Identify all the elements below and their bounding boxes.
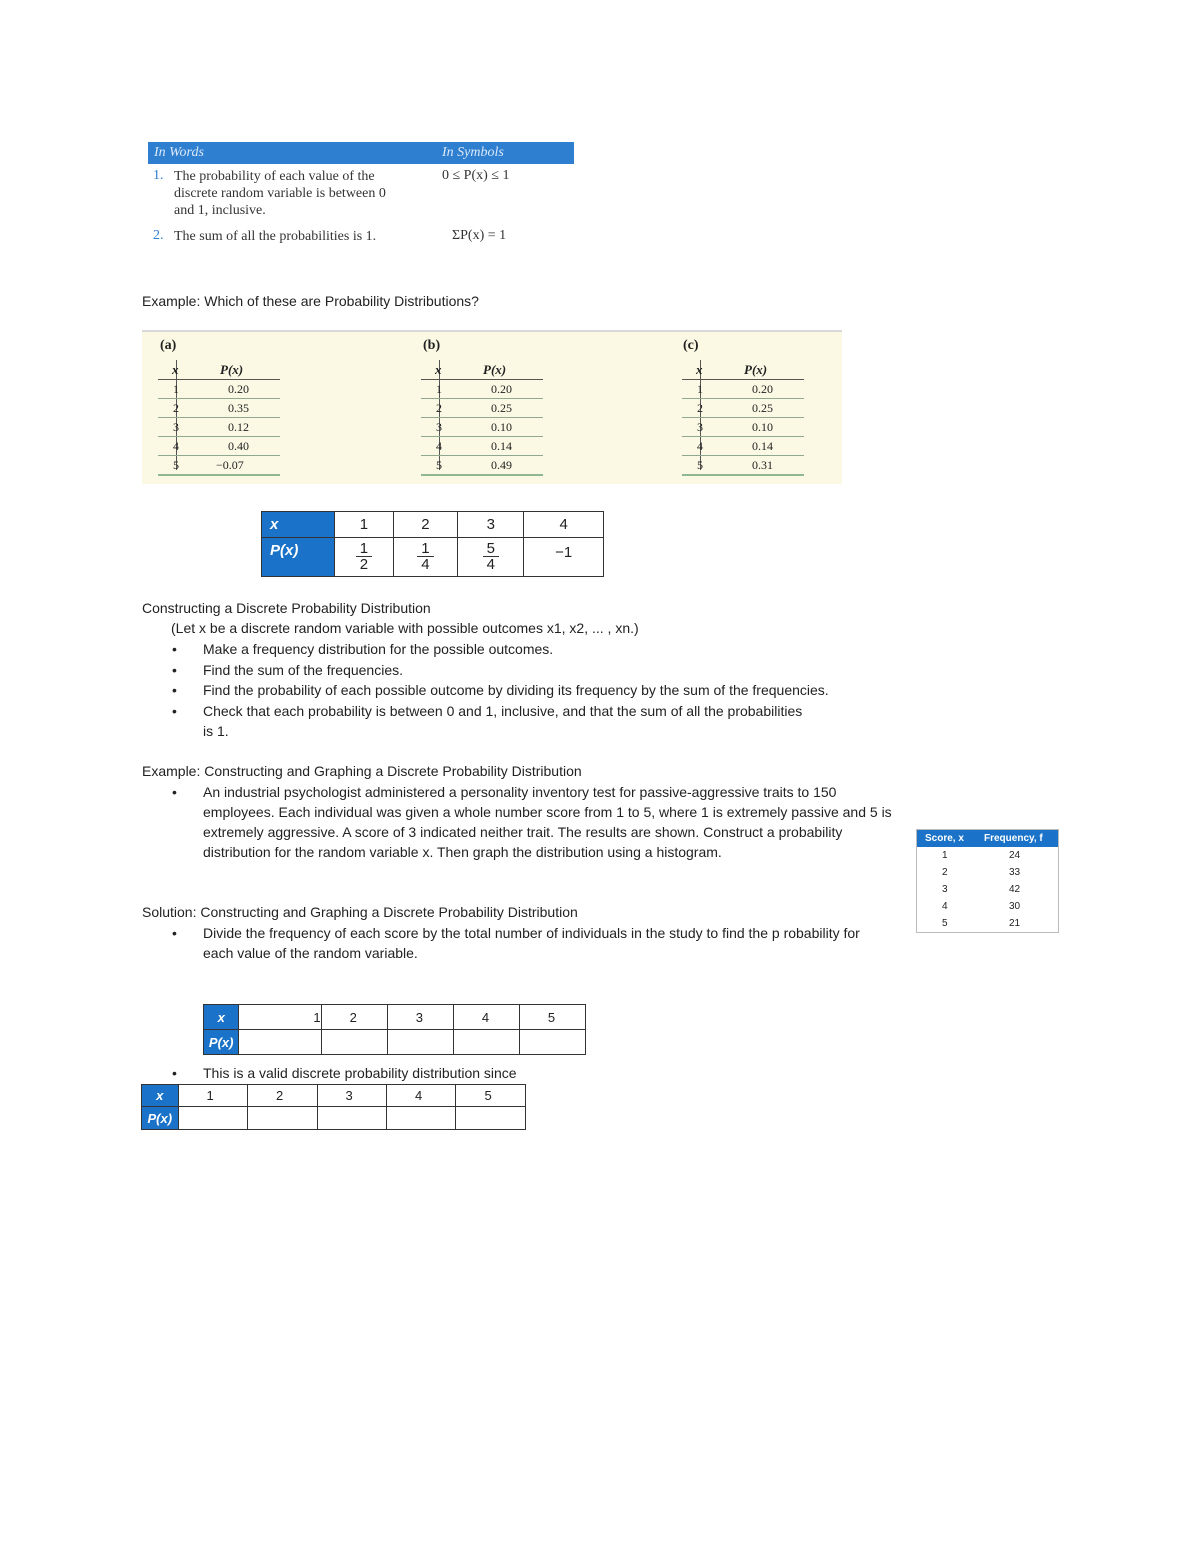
x-cell: 1	[239, 1005, 321, 1030]
table-row	[158, 399, 280, 418]
rule-number: 1.	[153, 168, 164, 183]
constructing-title: Constructing a Discrete Probability Distribution	[142, 600, 431, 616]
px-header-cell: P(x)	[142, 1107, 179, 1130]
bullet-marker: •	[172, 682, 177, 699]
frequency-row	[917, 881, 1058, 898]
x-value: 2	[436, 401, 442, 415]
px-cell	[321, 1030, 387, 1055]
x-header-cell: x	[262, 512, 335, 538]
table-c-label: (c)	[683, 338, 699, 353]
px-value: 0.14	[491, 439, 512, 453]
px-cell	[178, 1107, 247, 1130]
rule-row	[148, 226, 574, 266]
example2-line: distribution for the random variable x. Then graph the distribution using a histogram.	[203, 844, 722, 860]
x-value: 5	[173, 458, 179, 472]
rules-header	[148, 142, 574, 164]
frequency-table-header	[917, 830, 1058, 847]
solution-empty-table-1	[203, 1004, 586, 1055]
table-row	[421, 380, 543, 399]
example-tables-panel	[142, 330, 842, 484]
x-value: 4	[173, 439, 179, 453]
example2-line: employees. Each individual was given a whole number score from 1 to 5, where 1 is extremely passive and 5 is	[203, 804, 892, 820]
rule-text: The sum of all the probabilities is 1.	[174, 229, 377, 244]
table-row	[158, 380, 280, 399]
frequency-value: 42	[1009, 884, 1021, 895]
px-value: 0.25	[752, 401, 773, 415]
bullet-marker: •	[172, 641, 177, 657]
px-cell	[317, 1107, 386, 1130]
px-cell	[387, 1030, 453, 1055]
px-value: 0.20	[752, 382, 773, 396]
fraction	[417, 541, 433, 572]
px-value: 0.40	[228, 439, 249, 453]
x-value: 1	[173, 382, 179, 396]
score-value: 4	[942, 901, 948, 912]
x-header: x	[172, 362, 179, 377]
constructing-bullet-continuation: is 1.	[203, 723, 229, 739]
px-header-cell: P(x)	[204, 1030, 239, 1055]
bullet-marker: •	[172, 703, 177, 720]
bullet-marker: •	[172, 925, 177, 941]
table-a-label: (a)	[160, 338, 177, 353]
table-row	[682, 399, 804, 418]
px-header-cell: P(x)	[262, 538, 335, 577]
rule-symbol: 0 ≤ P(x) ≤ 1	[442, 168, 510, 183]
table-row	[158, 437, 280, 456]
frequency-value: 21	[1009, 918, 1021, 929]
solution-title: Solution: Constructing and Graphing a Discrete Probability Distribution	[142, 904, 578, 920]
frequency-row	[917, 864, 1058, 881]
denominator: 2	[359, 556, 369, 573]
px-value: 0.14	[752, 439, 773, 453]
example2-line: An industrial psychologist administered a personality inventory test for passive-aggressive traits to 150	[203, 784, 837, 800]
x-cell: 1	[335, 512, 394, 538]
px-value: 0.25	[491, 401, 512, 415]
table-row	[421, 418, 543, 437]
score-value: 5	[942, 918, 948, 929]
probability-table-b	[421, 360, 543, 476]
px-value: 0.10	[491, 420, 512, 434]
frequency-value: 24	[1009, 850, 1021, 861]
x-cell: 2	[248, 1085, 317, 1107]
x-cell: 5	[519, 1005, 585, 1030]
x-cell: 1	[178, 1085, 247, 1107]
px-cell: −1	[524, 538, 604, 577]
px-header: P(x)	[483, 362, 507, 377]
solution-line: each value of the random variable.	[203, 945, 418, 961]
x-header-cell: x	[204, 1005, 239, 1030]
solution-empty-table-2	[141, 1084, 526, 1130]
numerator: 1	[417, 541, 433, 557]
px-cell	[453, 1030, 519, 1055]
x-value: 1	[436, 382, 442, 396]
score-value: 3	[942, 884, 948, 895]
px-cell	[387, 1107, 456, 1130]
x-header: x	[435, 362, 442, 377]
table-b-label: (b)	[423, 338, 441, 353]
table-header-row	[421, 360, 543, 380]
constructing-bullet: Find the probability of each possible outcome by dividing its frequency by the sum of the frequencies.	[203, 682, 829, 699]
frequency-row	[917, 898, 1058, 915]
px-cell	[248, 1107, 317, 1130]
bullet-marker: •	[172, 661, 177, 678]
x-value: 3	[697, 420, 703, 434]
denominator: 4	[486, 556, 495, 573]
example1-title: Example: Which of these are Probability Distributions?	[142, 293, 479, 309]
px-cell	[456, 1107, 526, 1130]
frequency-table	[916, 829, 1059, 933]
px-value: 0.20	[491, 382, 512, 396]
px-value: −0.07	[216, 458, 244, 472]
x-header-cell: x	[142, 1085, 179, 1107]
table-header-row	[682, 360, 804, 380]
x-value: 4	[436, 439, 442, 453]
px-value: 0.20	[228, 382, 249, 396]
table-row	[682, 418, 804, 437]
valid-distribution-text: This is a valid discrete probability distribution since	[203, 1065, 517, 1081]
constructing-bullet: Check that each probability is between 0 and 1, inclusive, and that the sum of all the probabilities	[203, 703, 803, 720]
x-cell: 3	[387, 1005, 453, 1030]
x-value: 2	[173, 401, 179, 415]
px-cell	[519, 1030, 585, 1055]
px-cell	[335, 538, 394, 577]
constructing-bullet: Make a frequency distribution for the possible outcomes.	[203, 641, 554, 657]
denominator: 4	[421, 556, 430, 573]
solution-line: Divide the frequency of each score by the total number of individuals in the study to find the p robability for	[203, 925, 860, 941]
bullet-marker: •	[172, 1065, 177, 1081]
frequency-value: 33	[1009, 867, 1021, 878]
x-value: 5	[697, 458, 703, 472]
score-value: 1	[942, 850, 948, 861]
px-value: 0.12	[228, 420, 249, 434]
px-header: P(x)	[220, 362, 244, 377]
example2-title: Example: Constructing and Graphing a Discrete Probability Distribution	[142, 763, 582, 779]
rules-header-symbols: In Symbols	[442, 145, 504, 160]
px-cell	[239, 1030, 321, 1055]
frequency-value: 30	[1009, 901, 1021, 912]
table-row	[421, 456, 543, 476]
frequency-header: Frequency, f	[984, 833, 1043, 844]
frequency-row	[917, 847, 1058, 864]
fraction	[356, 541, 372, 572]
table-header-row	[158, 360, 280, 380]
px-value: 0.49	[491, 458, 512, 472]
probability-table-a	[158, 360, 280, 476]
x-cell: 3	[458, 512, 524, 538]
table-row	[421, 399, 543, 418]
table-row	[682, 437, 804, 456]
score-header: Score, x	[925, 833, 964, 844]
x-cell: 4	[387, 1085, 456, 1107]
x-value: 3	[173, 420, 179, 434]
x-cell: 2	[321, 1005, 387, 1030]
bullet-marker: •	[172, 784, 177, 800]
table-row	[682, 380, 804, 399]
numerator: 5	[483, 541, 499, 557]
rule-row	[148, 164, 574, 226]
rule-symbol: ΣP(x) = 1	[452, 228, 507, 243]
table-row	[421, 437, 543, 456]
frequency-table-body	[917, 847, 1058, 932]
rule-number: 2.	[153, 228, 164, 243]
constructing-intro: (Let x be a discrete random variable with possible outcomes x1, x2, ... , xn.)	[171, 620, 639, 636]
px-value: 0.31	[752, 458, 773, 472]
px-header: P(x)	[744, 362, 768, 377]
fraction-probability-table	[261, 511, 604, 577]
numerator: 1	[356, 541, 372, 557]
frequency-row	[917, 915, 1058, 932]
x-cell: 4	[524, 512, 604, 538]
table-row	[682, 456, 804, 476]
px-value: 0.10	[752, 420, 773, 434]
rules-header-words: In Words	[154, 145, 204, 160]
score-value: 2	[942, 867, 948, 878]
probability-rules-table	[148, 142, 574, 266]
px-cell	[458, 538, 524, 577]
x-header: x	[696, 362, 703, 377]
px-value: 0.35	[228, 401, 249, 415]
x-value: 2	[697, 401, 703, 415]
px-cell	[393, 538, 457, 577]
rule-text: The probability of each value of the discrete random variable is between 0 and 1, inclusive.	[174, 169, 386, 218]
constructing-bullet: Find the sum of the frequencies.	[203, 661, 403, 678]
table-row	[158, 456, 280, 476]
x-value: 3	[436, 420, 442, 434]
example2-line: extremely aggressive. A score of 3 indicated neither trait. The results are shown. Construct a probability	[203, 824, 843, 840]
x-value: 5	[436, 458, 442, 472]
x-value: 4	[697, 439, 703, 453]
x-cell: 4	[453, 1005, 519, 1030]
table-row	[158, 418, 280, 437]
x-cell: 3	[317, 1085, 386, 1107]
x-cell: 2	[393, 512, 457, 538]
fraction	[483, 541, 499, 572]
x-value: 1	[697, 382, 703, 396]
probability-table-c	[682, 360, 804, 476]
x-cell: 5	[456, 1085, 526, 1107]
